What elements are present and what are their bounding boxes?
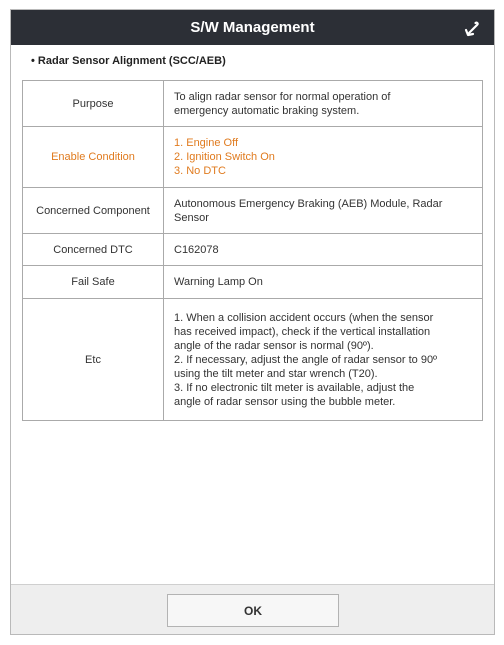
ok-button[interactable]: OK bbox=[167, 594, 339, 627]
row-label: Concerned Component bbox=[23, 188, 164, 234]
row-value: 1. When a collision accident occurs (when the sensor has received impact), check if the vertical installation angle of the radar sensor is normal (90º). 2. If necessary, adjust the angle of radar sensor to 90º using the tilt meter and star wrench (T20). 3. If no electronic tilt meter is available, adjust the angle of radar sensor using the bubble meter. bbox=[164, 299, 483, 421]
row-label: Enable Condition bbox=[23, 127, 164, 188]
row-label: Concerned DTC bbox=[23, 234, 164, 266]
dialog-footer bbox=[11, 584, 494, 634]
table-row bbox=[23, 188, 483, 234]
sw-management-window bbox=[10, 9, 495, 635]
table-row bbox=[23, 81, 483, 127]
row-label: Fail Safe bbox=[23, 266, 164, 299]
row-label: Etc bbox=[23, 299, 164, 421]
row-value: C162078 bbox=[164, 234, 483, 266]
row-value: 1. Engine Off 2. Ignition Switch On 3. No DTC bbox=[164, 127, 483, 188]
window-title: S/W Management bbox=[190, 19, 315, 36]
back-button[interactable] bbox=[460, 15, 486, 41]
table-row bbox=[23, 127, 483, 188]
return-arrow-icon bbox=[463, 18, 483, 38]
row-value: To align radar sensor for normal operation of emergency automatic braking system. bbox=[164, 81, 483, 127]
row-value: Autonomous Emergency Braking (AEB) Module, Radar Sensor bbox=[164, 188, 483, 234]
table-row bbox=[23, 234, 483, 266]
info-table bbox=[22, 80, 483, 421]
title-bar bbox=[11, 10, 494, 45]
table-row bbox=[23, 299, 483, 421]
section-title: • Radar Sensor Alignment (SCC/AEB) bbox=[31, 55, 226, 67]
row-label: Purpose bbox=[23, 81, 164, 127]
table-row bbox=[23, 266, 483, 299]
row-value: Warning Lamp On bbox=[164, 266, 483, 299]
